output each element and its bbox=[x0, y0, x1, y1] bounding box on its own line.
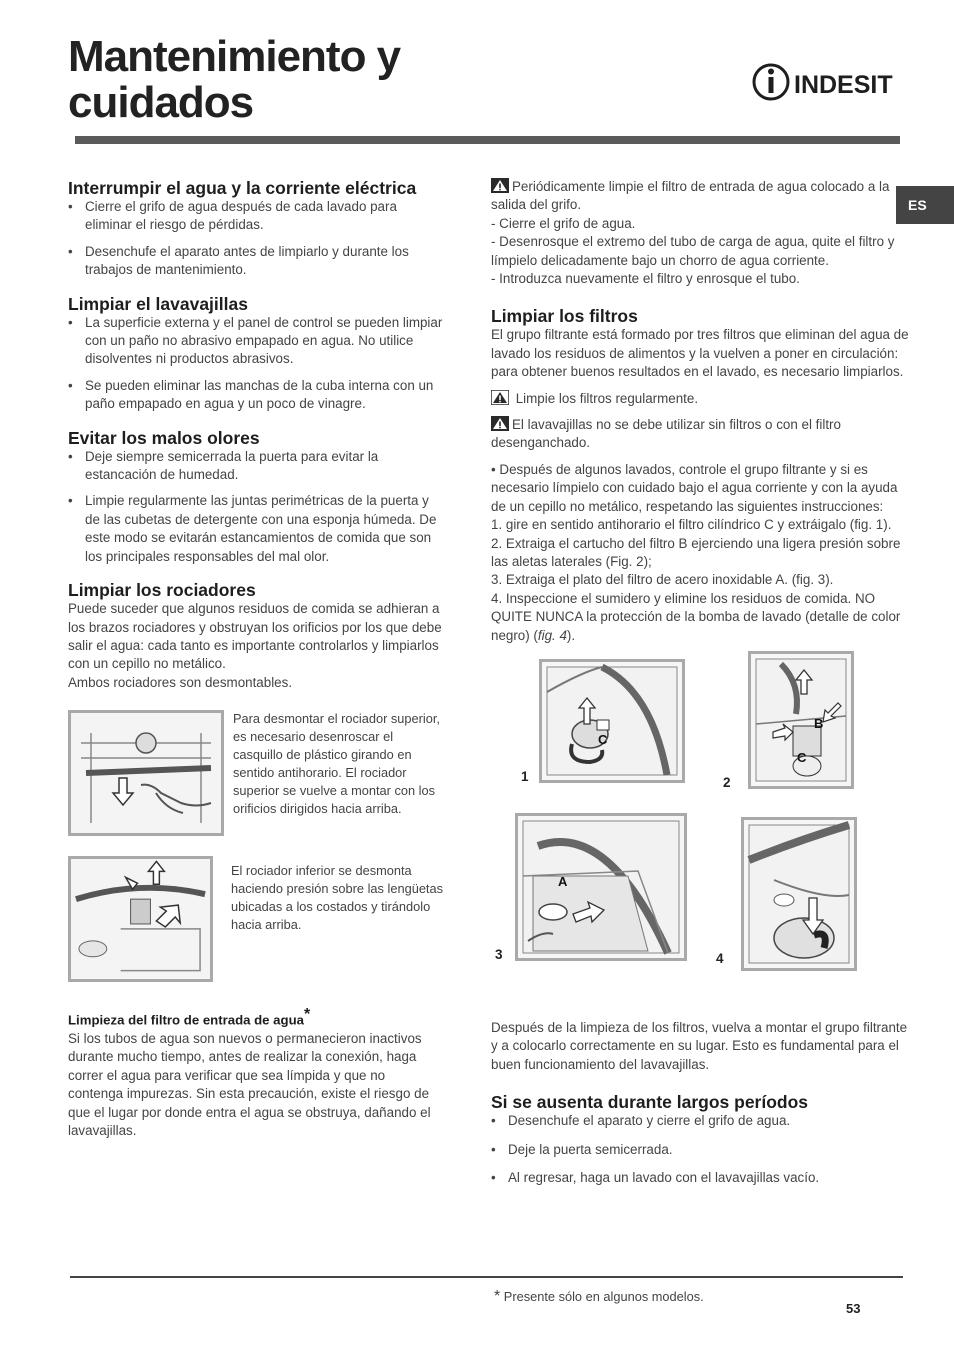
right-column bbox=[491, 178, 911, 1195]
heading-limpiar-lavavajillas: Limpiar el lavavajillas bbox=[68, 293, 248, 314]
step-4 bbox=[491, 590, 911, 645]
section-limpiar-lavavajillas bbox=[68, 294, 443, 414]
warning-text: Periódicamente limpie el filtro de entrada de agua colocado a la salida del grifo. bbox=[491, 179, 890, 213]
heading-interrumpir: Interrumpir el agua y la corriente eléctrica bbox=[68, 178, 417, 198]
diagram-3-drawing bbox=[518, 816, 684, 958]
diagram-4-drawing bbox=[744, 820, 854, 968]
label-a: A bbox=[558, 873, 568, 889]
upper-sprayer-drawing bbox=[71, 713, 221, 833]
step-2: 2. Extraiga el cartucho del filtro B ejerciendo una ligera presión sobre las aletas laterales (Fig. 2); bbox=[491, 535, 901, 569]
heading-limpiar-filtros: Limpiar los filtros bbox=[491, 306, 638, 327]
diagram-3 bbox=[515, 813, 687, 961]
indesit-logo bbox=[752, 60, 902, 104]
upper-sprayer-caption: Para desmontar el rociador superior, es necesario desenroscar el casquillo de plástico girando en sentido antihorario. El rociador superior se vuelve a montar con los orificios dirigidos hacia arriba. bbox=[233, 711, 440, 817]
list-ausenta bbox=[491, 1112, 911, 1187]
filtro-entrada-text: Si los tubos de agua son nuevos o permanecieron inactivos durante mucho tiempo, antes de realizar la conexión, haga correr el agua para verificar que sea límpida y que no contenga impurezas. Sin esta precaución, existe el riesgo de que el lugar por donde entra el agua se obstruya, dañando el lavavajillas. bbox=[68, 1030, 431, 1138]
heading-ausenta: Si se ausenta durante largos períodos bbox=[491, 1092, 809, 1113]
label-c: C bbox=[797, 749, 807, 765]
section-interrumpir bbox=[68, 178, 443, 280]
steps-intro: • Después de algunos lavados, controle el grupo filtrante y si es necesario límpielo con cuidado bajo el agua corriente y con la ayuda de un cepillo no metálico, respetando las siguientes instrucciones: bbox=[491, 461, 898, 514]
warning-text: El lavavajillas no se debe utilizar sin filtros o con el filtro desenganchado. bbox=[491, 417, 841, 451]
diagram-4 bbox=[741, 817, 857, 971]
diagram-number-2: 2 bbox=[723, 774, 731, 790]
warning-paragraph bbox=[491, 416, 911, 453]
step-4-close: ). bbox=[566, 627, 576, 643]
upper-sprayer-illustration bbox=[68, 710, 224, 836]
brand-text: INDESIT bbox=[794, 71, 893, 99]
filtro-grifo-block bbox=[491, 178, 911, 288]
page-number: 53 bbox=[846, 1301, 861, 1316]
list-item: • Limpie regularmente las juntas perimétricas de la puerta y de las cubetas de detergente con una esponja húmeda. De este modo se evitarán estancamientos de comida que son los principales responsables del mal olor. bbox=[68, 492, 443, 566]
warning-paragraph bbox=[491, 178, 911, 215]
label-b: B bbox=[814, 715, 824, 731]
lower-sprayer-caption: El rociador inferior se desmonta haciendo presión sobre las lengüetas ubicadas a los costados y tirándolo hacia arriba. bbox=[231, 863, 444, 933]
left-column bbox=[68, 178, 443, 1150]
section-ausenta bbox=[491, 1092, 911, 1187]
list-item: • Desenchufe el aparato y cierre el grifo de agua. bbox=[491, 1112, 911, 1130]
page-title bbox=[68, 34, 400, 126]
rociadores-note: Ambos rociadores son desmontables. bbox=[68, 674, 293, 690]
language-tab: ES bbox=[896, 186, 954, 224]
list-limpiar-lavavajillas bbox=[68, 314, 443, 414]
list-item: • Deje siempre semicerrada la puerta para evitar la estancación de humedad. bbox=[68, 448, 443, 485]
list-item: • Se pueden eliminar las manchas de la cuba interna con un paño empapado en agua y un poco de vinagre. bbox=[68, 377, 443, 414]
step-1: 1. gire en sentido antihorario el filtro cilíndrico C y extráigalo (fig. 1). bbox=[491, 517, 892, 533]
warning-icon bbox=[491, 178, 509, 193]
figure-upper-sprayer bbox=[68, 710, 443, 840]
list-interrumpir bbox=[68, 198, 443, 280]
asterisk-mark: * bbox=[303, 1006, 311, 1024]
list-malos-olores bbox=[68, 448, 443, 566]
header-divider bbox=[75, 136, 900, 144]
footnote-text: Presente sólo en algunos modelos. bbox=[503, 1289, 704, 1304]
diagram-number-3: 3 bbox=[495, 946, 503, 962]
section-limpiar-filtros bbox=[491, 306, 911, 645]
list-item: • Cierre el grifo de agua después de cada lavado para eliminar el riesgo de pérdidas. bbox=[68, 198, 443, 235]
step-4-figref: fig. 4 bbox=[537, 627, 567, 643]
section-filtro-entrada bbox=[68, 1006, 443, 1140]
diagram-2 bbox=[748, 651, 854, 789]
diagram-1-drawing bbox=[542, 662, 682, 780]
heading-malos-olores: Evitar los malos olores bbox=[68, 427, 260, 448]
list-item: • Al regresar, haga un lavado con el lavavajillas vacío. bbox=[491, 1169, 911, 1187]
diagram-1 bbox=[539, 659, 685, 783]
instruction-line: - Cierre el grifo de agua. bbox=[491, 215, 636, 231]
heading-filtro-entrada bbox=[68, 1006, 443, 1030]
section-rociadores bbox=[68, 580, 443, 986]
instruction-line: - Desenrosque el extremo del tubo de carga de agua, quite el filtro y límpielo delicadamente bajo un chorro de agua corriente. bbox=[491, 234, 895, 268]
diagram-number-4: 4 bbox=[716, 950, 724, 966]
diagram-number-1: 1 bbox=[521, 768, 529, 784]
lower-sprayer-drawing bbox=[71, 859, 210, 979]
label-c: C bbox=[598, 731, 608, 747]
footer-divider bbox=[70, 1276, 903, 1278]
filter-diagrams bbox=[491, 659, 911, 999]
warning-paragraph bbox=[491, 390, 911, 408]
instruction-line: - Introduzca nuevamente el filtro y enrosque el tubo. bbox=[491, 271, 800, 287]
step-3: 3. Extraiga el plato del filtro de acero inoxidable A. (fig. 3). bbox=[491, 572, 834, 588]
figure-lower-sprayer bbox=[68, 856, 443, 986]
step-4-text: 4. Inspeccione el sumidero y elimine los residuos de comida. NO QUITE NUNCA la protección de la bomba de lavado (detalle de color negro) ( bbox=[491, 590, 901, 643]
footnote bbox=[494, 1288, 704, 1306]
filtro-entrada-title: Limpieza del filtro de entrada de agua bbox=[68, 1012, 304, 1028]
lower-sprayer-illustration bbox=[68, 856, 213, 982]
filtros-text: El grupo filtrante está formado por tres filtros que eliminan del agua de lavado los residuos de alimentos y la vuelven a poner en circulación: para obtener buenos resultados en el lavado, es necesario limpiarlos. bbox=[491, 327, 909, 380]
rociadores-text: Puede suceder que algunos residuos de comida se adhieran a los brazos rociadores y obstruyan los orificios por los que debe salir el agua: cada tanto es importante controlarlos y limpiarlos con un cepillo no metálico. bbox=[68, 601, 442, 672]
section-malos-olores bbox=[68, 428, 443, 566]
warning-icon bbox=[491, 390, 509, 405]
list-item: • La superficie externa y el panel de control se pueden limpiar con un paño no abrasivo empapado en agua. No utilice disolventes ni productos abrasivos. bbox=[68, 314, 443, 369]
asterisk-mark: * bbox=[494, 1288, 501, 1305]
list-item: • Deje la puerta semicerrada. bbox=[491, 1141, 911, 1159]
diagram-2-drawing bbox=[751, 654, 851, 786]
title-line-1: Mantenimiento y bbox=[68, 32, 401, 81]
warning-icon bbox=[491, 416, 509, 431]
after-cleaning-text: Después de la limpieza de los filtros, vuelva a montar el grupo filtrante y a colocarlo correctamente en su lugar. Esto es fundamental para el buen funcionamiento del lavavajillas. bbox=[491, 1019, 908, 1072]
heading-rociadores: Limpiar los rociadores bbox=[68, 580, 256, 601]
title-line-2: cuidados bbox=[68, 78, 254, 127]
list-item: • Desenchufe el aparato antes de limpiarlo y durante los trabajos de mantenimiento. bbox=[68, 243, 443, 280]
warning-text: Limpie los filtros regularmente. bbox=[515, 390, 699, 406]
